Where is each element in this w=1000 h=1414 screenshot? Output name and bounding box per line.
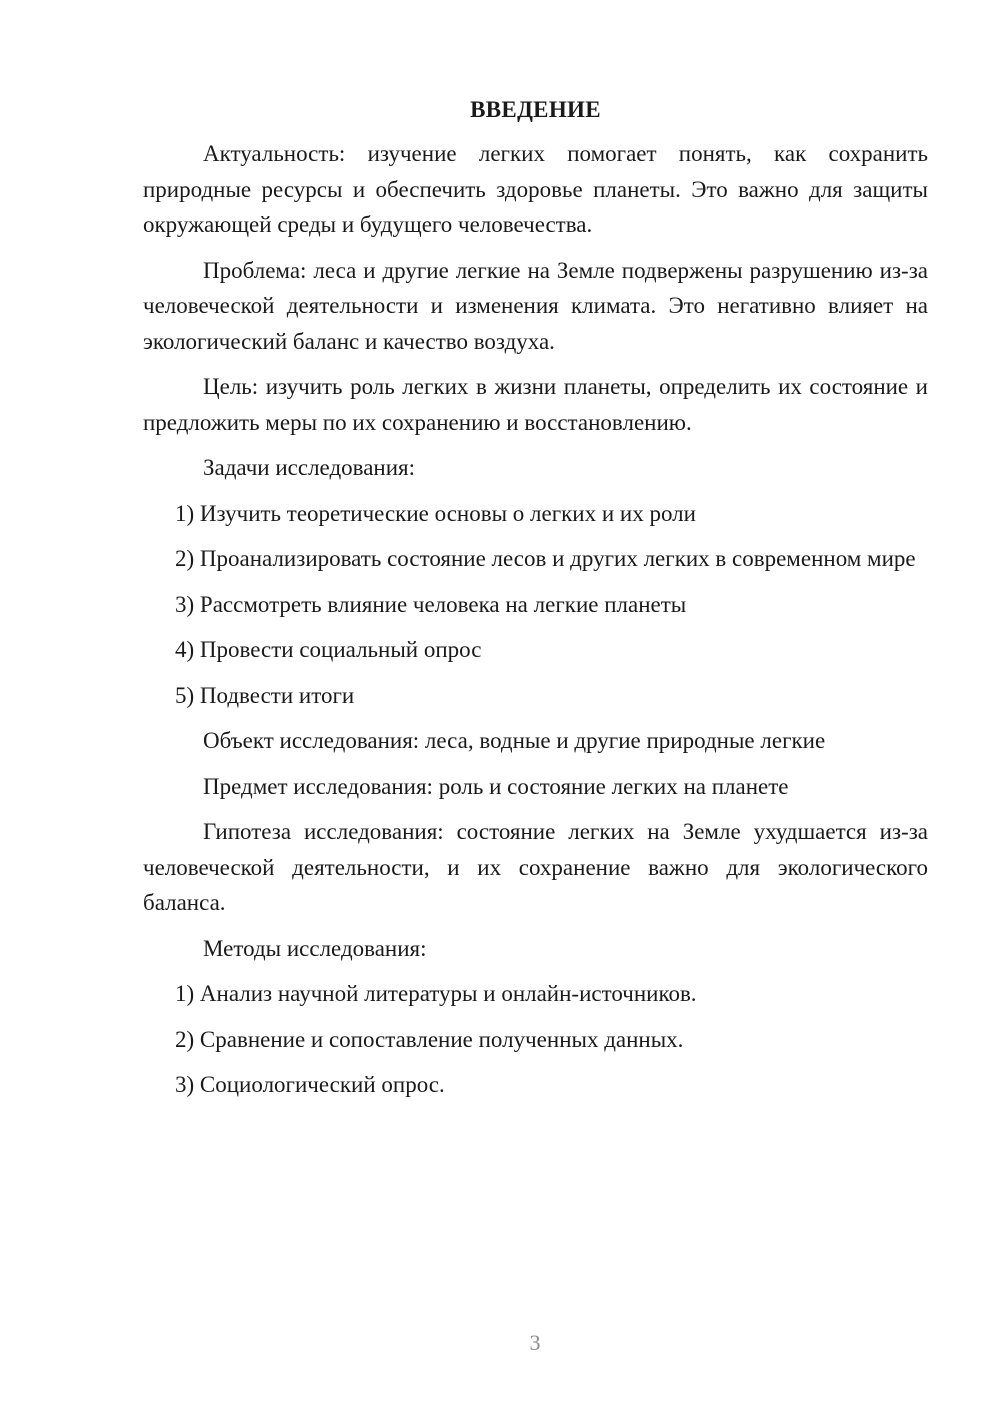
method-item-1: 1) Анализ научной литературы и онлайн-источников. (175, 981, 697, 1006)
task-item-1: 1) Изучить теоретические основы о легких и их роли (175, 500, 696, 526)
task-item-3: 3) Рассмотреть влияние человека на легкие планеты (175, 591, 687, 617)
section-title: ВВЕДЕНИЕ (470, 97, 601, 122)
method-item-3: 3) Социологический опрос. (175, 1072, 445, 1097)
task-item-4: 4) Провести социальный опрос (175, 637, 482, 662)
research-object: Объект исследования: леса, водные и другие природные легкие (203, 728, 826, 753)
document-body (143, 92, 928, 1113)
goal-paragraph: Цель: изучить роль легких в жизни планеты, определить их состояние и предложить меры по их сохранению и восстановлению. (143, 374, 928, 435)
task-item-2: 2) Проанализировать состояние лесов и других легких в современном мире (175, 546, 916, 571)
method-item-2: 2) Сравнение и сопоставление полученных данных. (175, 1026, 684, 1052)
relevance-paragraph: Актуальность: изучение легких помогает понять, как сохранить природные ресурсы и обеспечить здоровье планеты. Это важно для защиты окружающей среды и будущего человечества. (143, 141, 928, 237)
hypothesis-paragraph: Гипотеза исследования: состояние легких на Земле ухудшается из-за человеческой деятельности, и их сохранение важно для экологического баланса. (143, 819, 928, 915)
research-subject: Предмет исследования: роль и состояние легких на планете (203, 773, 789, 799)
problem-paragraph: Проблема: леса и другие легкие на Земле подвержены разрушению из-за человеческой деятельности и изменения климата. Это негативно влияет на экологический баланс и качество воздуха. (143, 257, 928, 354)
tasks-heading: Задачи исследования: (203, 455, 416, 480)
task-item-5: 5) Подвести итоги (175, 682, 355, 708)
methods-heading: Методы исследования: (203, 935, 427, 961)
page-number: 3 (529, 1330, 541, 1355)
